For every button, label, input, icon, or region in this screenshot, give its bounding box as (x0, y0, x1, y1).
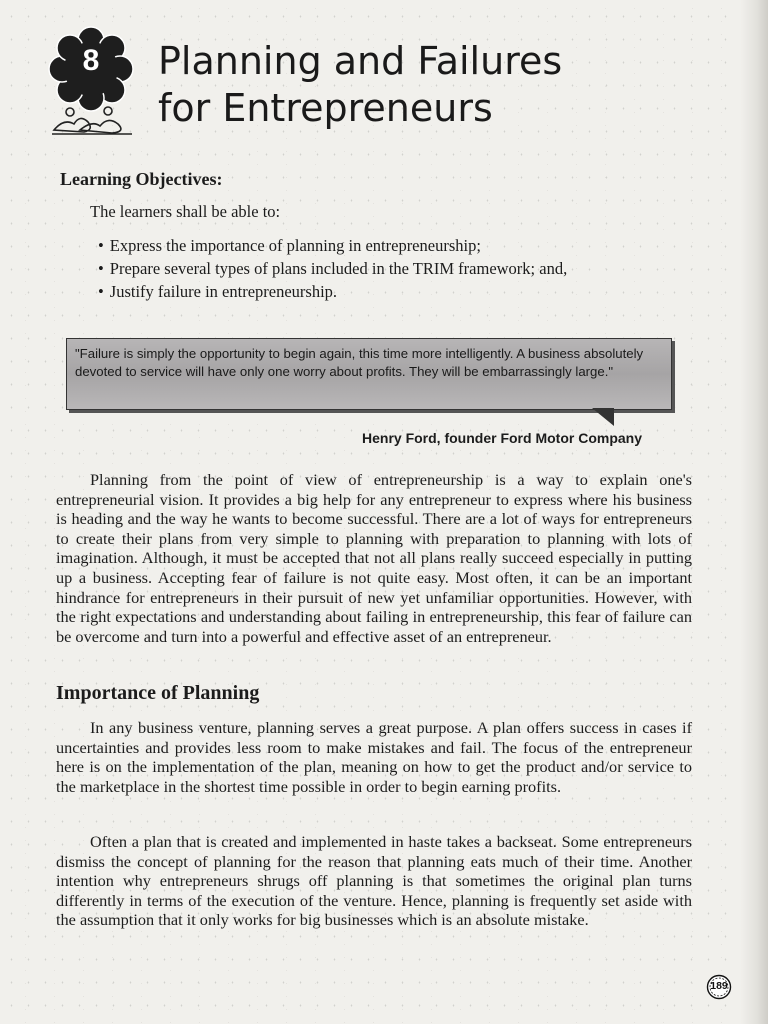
learning-objective-item: • Justify failure in entrepreneurship. (98, 280, 567, 303)
quote-callout (66, 338, 672, 410)
chapter-title-line-1: Planning and Failures (158, 39, 563, 83)
quote-text: "Failure is simply the opportunity to begin again, this time more intelligently. A business absolutely devoted to service will have only one worry about profits. They will be embarrassingly large." (75, 346, 644, 379)
body-paragraph-1: Planning from the point of view of entrepreneurship is a way to explain one's entrepreneurial vision. It provides a big help for any entrepreneur to express where his business is heading and the way he wants to become successful. There are a lot of ways for entrepreneurs to create their plans from very simple to planning with preparation to planning with lots of imagination. Although, it must be accepted that not all plans really succeed especially in putting up a business. Accepting fear of failure is not quite easy. Most often, it can be an important hindrance for entrepreneurs in their pursuit of new yet unfamiliar opportunities. However, with the right expectations and understanding about failing in entrepreneurship, this fear of failure can be overcome and turn into a powerful and effective asset of an entrepreneur. (56, 470, 692, 646)
page-number-badge (706, 974, 732, 1000)
section-heading-importance-of-planning: Importance of Planning (56, 682, 260, 704)
chapter-title (158, 38, 718, 132)
page-number: 189 (710, 980, 728, 992)
body-paragraph-3: Often a plan that is created and implemented in haste takes a backseat. Some entrepreneurs dismiss the concept of planning for the reason that planning eats much of their time. Another intention why entrepreneurs shrugs off planning is that sometimes the original plan turns differently in terms of the execution of the venture. Hence, planning is frequently set aside with the assumption that it only works for big businesses which is an absolute mistake. (56, 832, 692, 930)
quote-author: Henry Ford, founder Ford Motor Company (362, 430, 642, 446)
quote-speech-tail-icon (592, 408, 614, 426)
body-paragraph-2: In any business venture, planning serves a great purpose. A plan offers success in cases if uncertainties and provides less room to make mistakes and fail. The focus of the entrepreneur here is on the implementation of the plan, meaning on how to get the product and/or service to the marketplace in the shortest time possible in order to begin earning profits. (56, 718, 692, 796)
learning-objectives-intro: The learners shall be able to: (90, 202, 281, 221)
page-edge-shadow (740, 0, 768, 1024)
reading-figures-ornament-icon (50, 100, 134, 136)
chapter-title-line-2: for Entrepreneurs (158, 86, 493, 130)
learning-objective-item: • Prepare several types of plans included in the TRIM framework; and, (98, 257, 567, 280)
learning-objectives-heading: Learning Objectives: (60, 169, 223, 189)
learning-objective-item: • Express the importance of planning in entrepreneurship; (98, 234, 567, 257)
chapter-number: 8 (82, 44, 100, 77)
learning-objectives-list (98, 234, 567, 303)
